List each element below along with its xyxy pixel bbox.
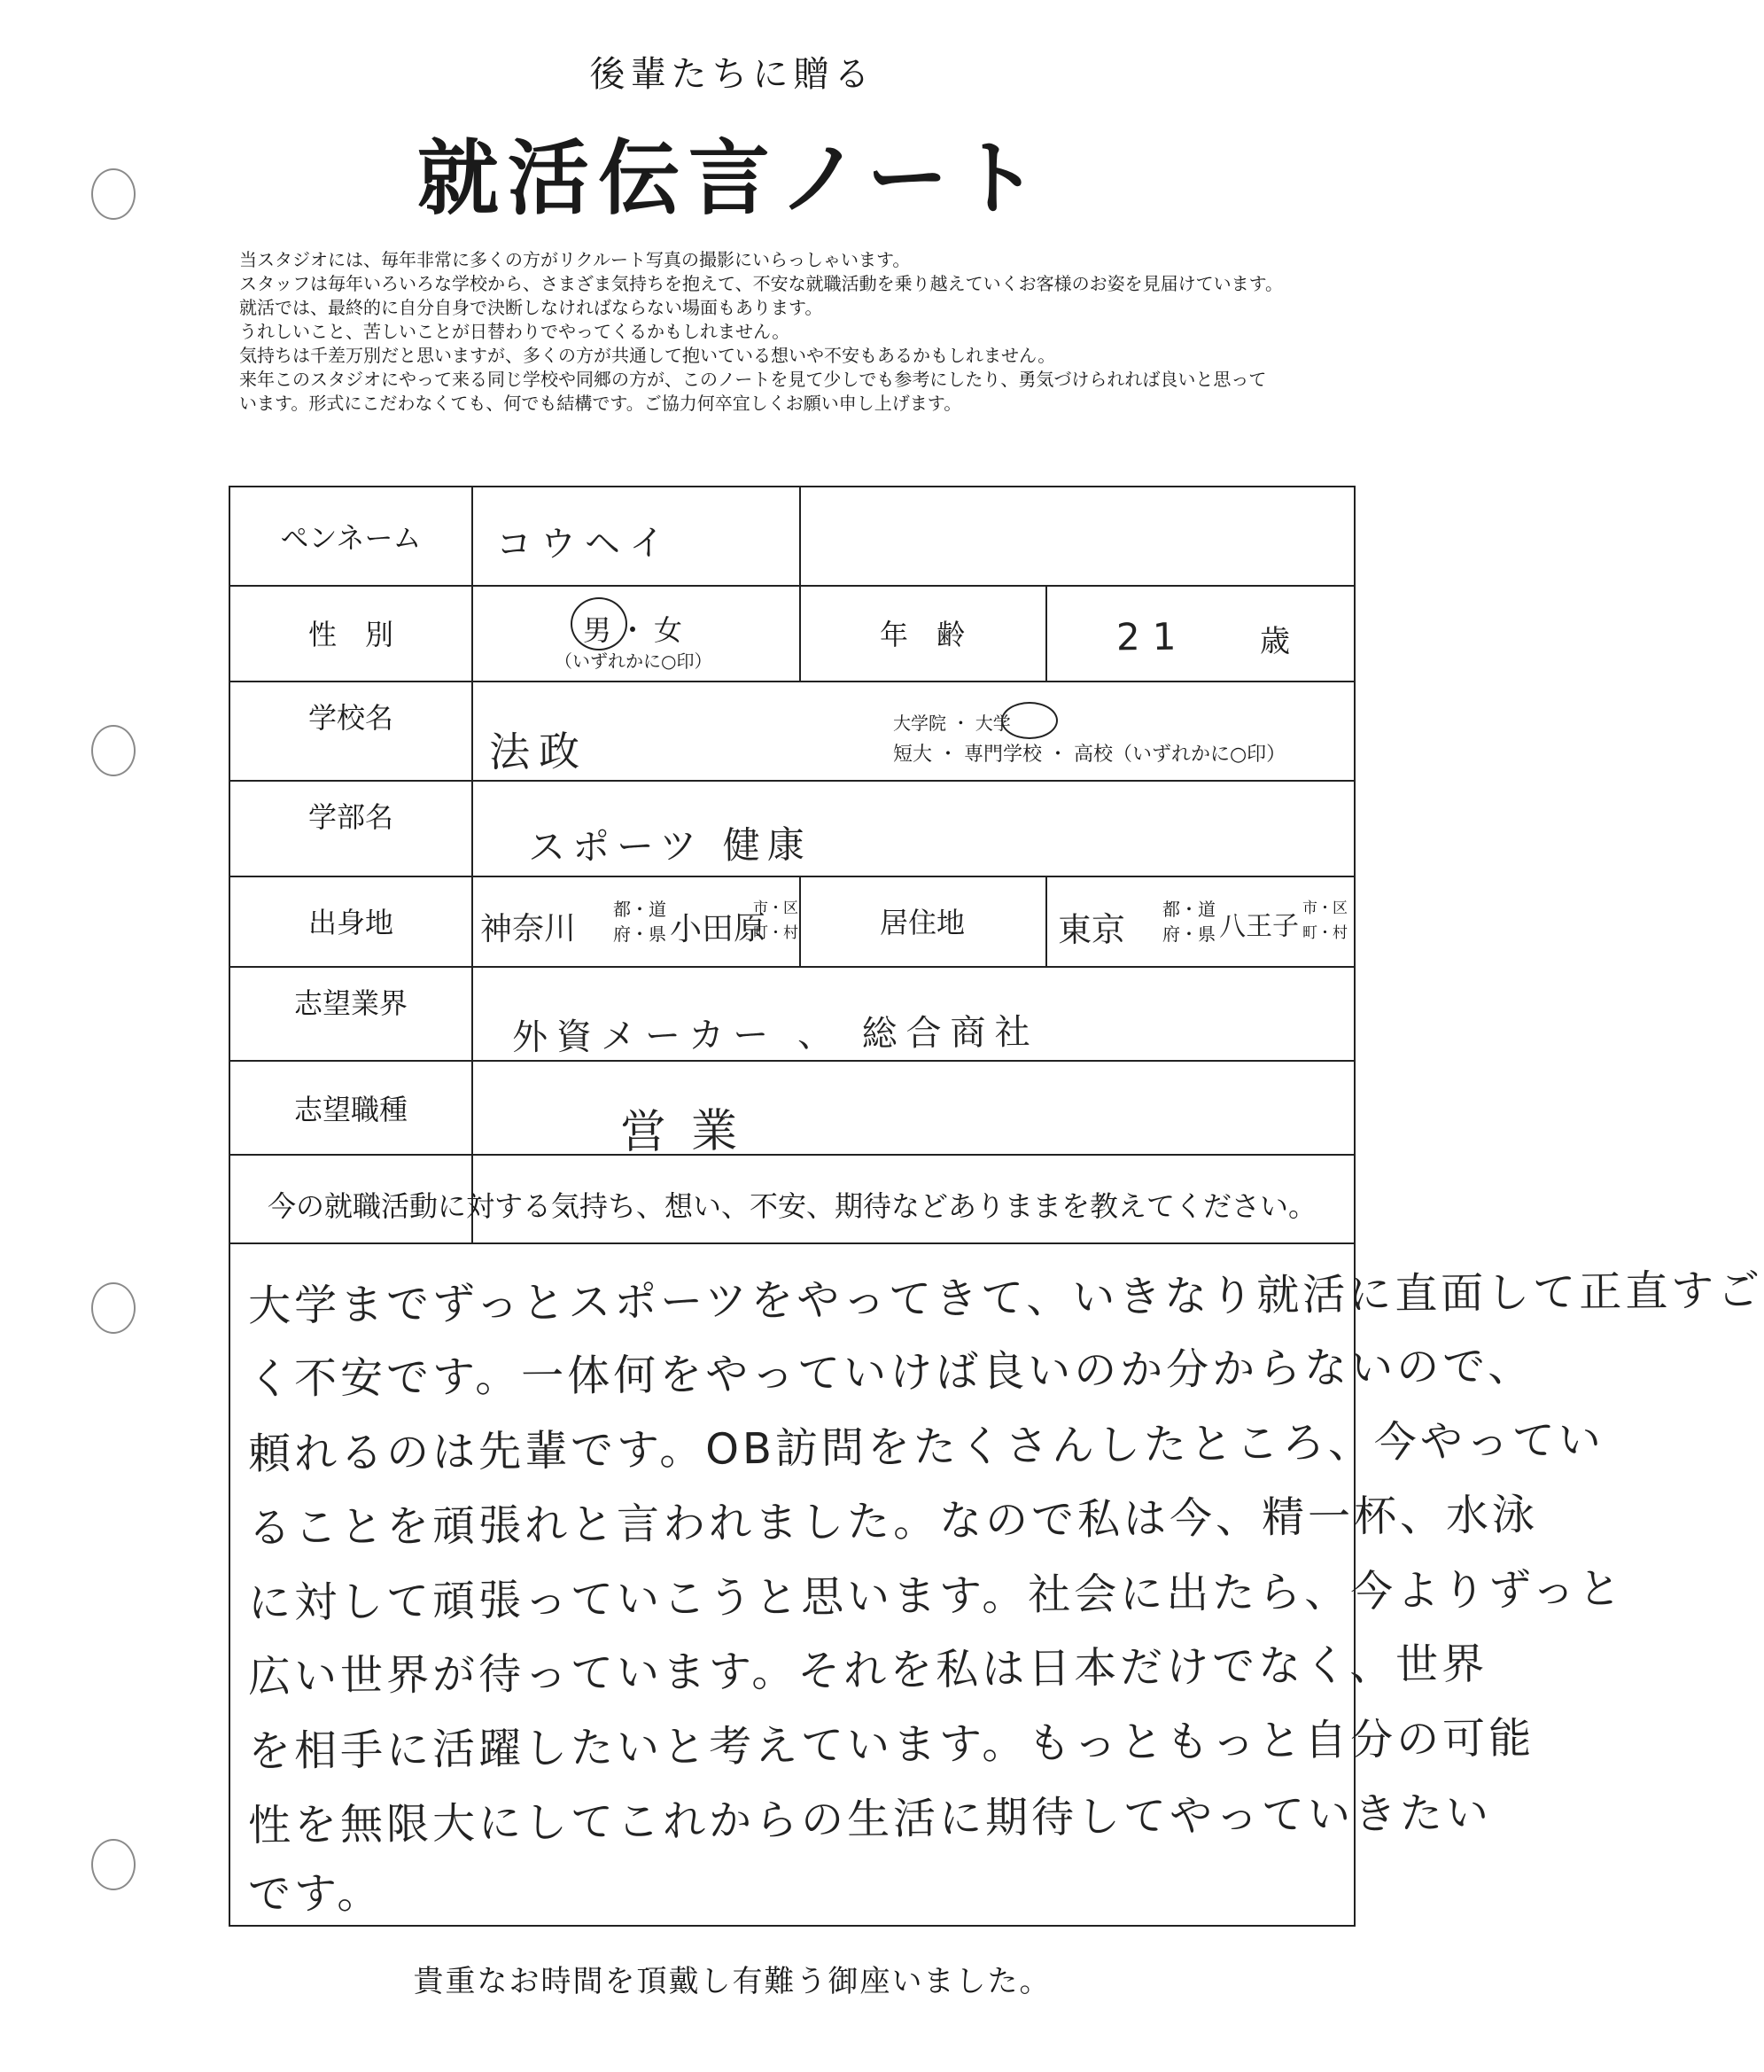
school-type-line-1: 大学院 ・ 大学 xyxy=(893,713,1011,734)
gender-note: （いずれかに○印） xyxy=(555,650,712,672)
essay-line: を相手に活躍したいと考えています。もっともっと自分の可能 xyxy=(247,1713,1535,1777)
row-divider xyxy=(230,1154,1354,1156)
essay-line: ることを頑張れと言われました。なので私は今、精一杯、水泳 xyxy=(247,1490,1539,1554)
intro-line: 当スタジオには、毎年非常に多くの方がリクルート写真の撮影にいらっしゃいます。 xyxy=(239,249,911,270)
residence-pref-suffix: 都・道 xyxy=(1162,899,1216,920)
essay-line: 広い世界が待っています。それを私は日本だけでなく、世界 xyxy=(247,1639,1488,1702)
hometown-city-suffix: 町・村 xyxy=(753,924,798,942)
industry-label: 志望業界 xyxy=(293,986,408,1020)
residence-city: 八王子 xyxy=(1218,910,1300,943)
hometown-city-suffix: 市・区 xyxy=(753,900,798,917)
questionnaire-form xyxy=(229,486,1764,1927)
job-value: 営業 xyxy=(619,1104,763,1159)
row-divider xyxy=(230,1060,1354,1062)
age-value: 21 xyxy=(1115,614,1189,659)
punch-hole xyxy=(91,1282,136,1334)
intro-line: うれしいこと、苦しいことが日替わりでやってくるかもしれません。 xyxy=(239,321,790,342)
essay-line: です。 xyxy=(247,1868,384,1920)
hometown-label: 出身地 xyxy=(307,906,393,939)
faculty-value: スポーツ 健康 xyxy=(527,822,812,869)
gender-options: 男・女 xyxy=(583,613,690,647)
intro-text xyxy=(239,248,1435,416)
hometown-pref-suffix: 府・県 xyxy=(613,923,666,945)
intro-line: スタッフは毎年いろいろな学校から、さまざま気持ちを抱えて、不安な就職活動を乗り越えていくお客様のお姿を見届けています。 xyxy=(239,273,1283,294)
essay-prompt: 今の就職活動に対する気持ち、想い、不安、期待などありままを教えてください。 xyxy=(267,1189,1317,1223)
age-label: 年 齢 xyxy=(879,618,965,651)
intro-line: 就活では、最終的に自分自身で決断しなければならない場面もあります。 xyxy=(239,297,823,318)
school-value: 法政 xyxy=(488,727,589,776)
job-label: 志望職種 xyxy=(293,1093,408,1126)
row-divider xyxy=(230,1242,1354,1244)
footer-thanks: 貴重なお時間を頂戴し有難う御座いました。 xyxy=(413,1964,1052,1999)
page-subtitle: 後輩たちに贈る xyxy=(589,54,875,95)
school-type-line-2: 短大 ・ 専門学校 ・ 高校（いずれかに○印） xyxy=(893,744,1286,766)
punch-hole xyxy=(91,725,136,776)
hometown-prefecture: 神奈川 xyxy=(479,910,577,948)
essay-line: く不安です。一体何をやっていけば良いのか分からないので、 xyxy=(247,1341,1535,1405)
column-divider xyxy=(471,487,473,1242)
column-divider xyxy=(1045,585,1047,681)
intro-line: 気持ちは千差万別だと思いますが、多くの方が共通して抱いている想いや不安もあるかもしれません。 xyxy=(239,345,1056,366)
hometown-city: 小田原 xyxy=(669,910,766,948)
gender-selection-circle xyxy=(571,597,627,650)
gender-label: 性 別 xyxy=(307,618,393,651)
pen-name-label: ペンネーム xyxy=(280,521,422,555)
residence-prefecture: 東京 xyxy=(1057,909,1126,950)
page-title: 就活伝言ノート xyxy=(416,131,1048,226)
pen-name-value: コウヘイ xyxy=(495,522,674,566)
intro-line: います。形式にこだわなくても、何でも結構です。ご協力何卒宜しくお願い申し上げます。 xyxy=(239,393,962,414)
school-selection-circle xyxy=(1001,702,1058,739)
school-label: 学校名 xyxy=(307,701,393,735)
punch-hole xyxy=(91,1839,136,1890)
residence-pref-suffix: 府・県 xyxy=(1162,923,1216,945)
essay-line: 頼れるのは先輩です。OB訪問をたくさんしたところ、今やってい xyxy=(247,1414,1605,1480)
residence-label: 居住地 xyxy=(879,906,965,939)
residence-city-suffix: 町・村 xyxy=(1302,924,1348,942)
essay-line: に対して頑張っていこうと思います。社会に出たら、今よりずっと xyxy=(247,1563,1625,1629)
intro-line: 来年このスタジオにやって来る同じ学校や同郷の方が、このノートを見て少しでも参考にしたり、勇気づけられれば良いと思って xyxy=(239,369,1267,390)
faculty-label: 学部名 xyxy=(307,800,393,834)
column-divider xyxy=(1045,876,1047,966)
essay-line: 大学までずっとスポーツをやってきて、いきなり就活に直面して正直すご xyxy=(247,1266,1764,1331)
industry-value: 外資メーカー 、 総合商社 xyxy=(511,1011,1039,1059)
hometown-pref-suffix: 都・道 xyxy=(613,899,666,920)
age-unit: 歳 xyxy=(1260,624,1290,659)
essay-line: 性を無限大にしてこれからの生活に期待してやっていきたい xyxy=(247,1788,1493,1851)
residence-city-suffix: 市・区 xyxy=(1302,900,1348,917)
